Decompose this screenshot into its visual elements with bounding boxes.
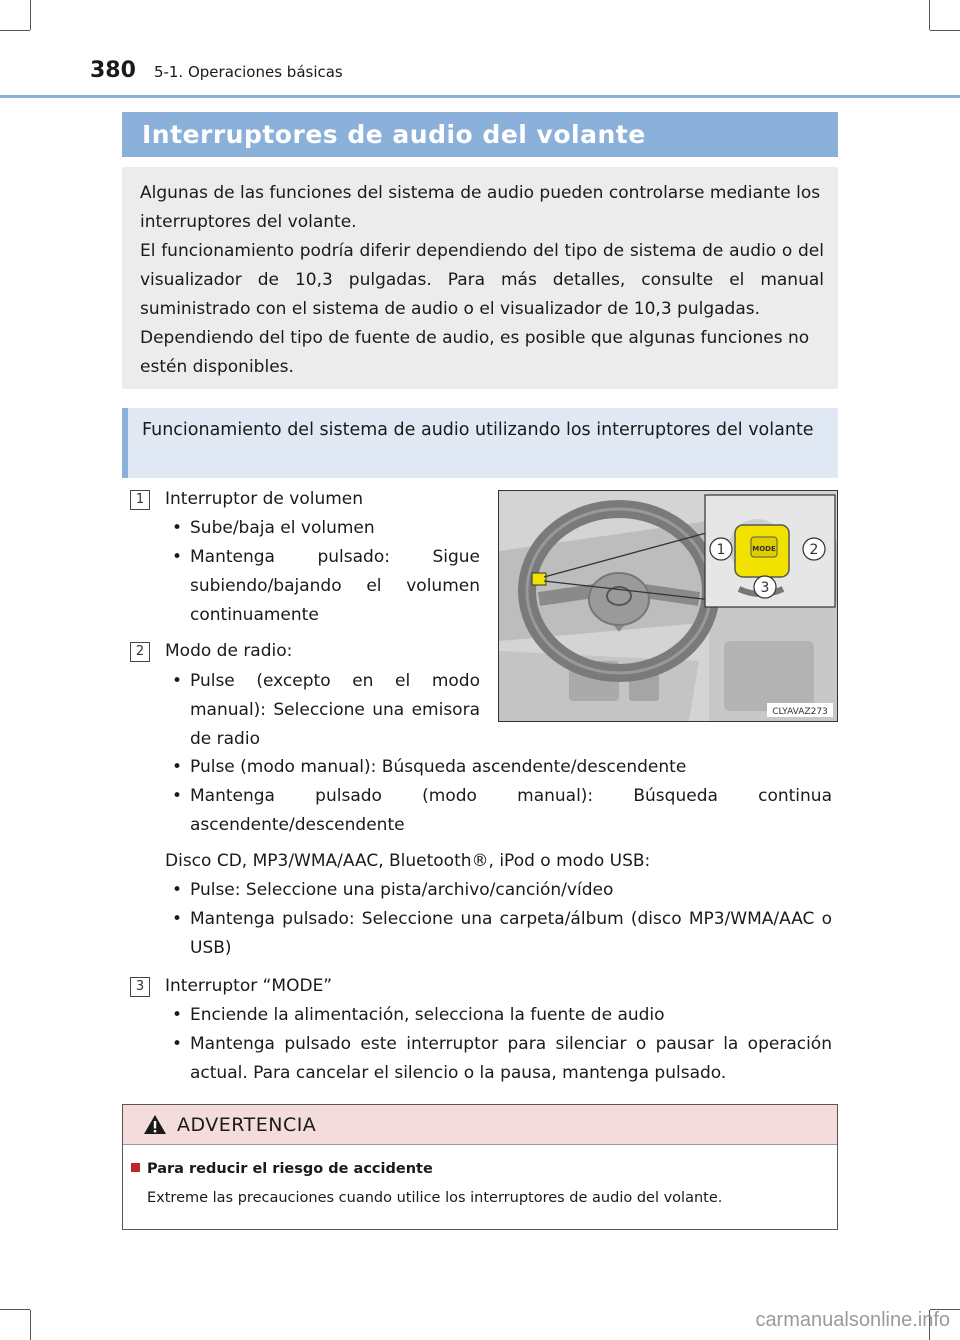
list-item: • Enciende la alimentación, selecciona la fuente de audio: [172, 1005, 665, 1025]
steering-wheel-figure: [498, 490, 838, 722]
callout-2: 2: [809, 542, 819, 558]
intro-box: [122, 167, 838, 389]
list-item: • Mantenga pulsado: Sigue subiendo/bajando el volumen continuamente: [172, 547, 480, 625]
warning-subtitle: Para reducir el riesgo de accidente: [131, 1161, 433, 1177]
mode-button-label: MODE: [752, 545, 776, 553]
warning-header: [123, 1105, 837, 1145]
subheading: Funcionamiento del sistema de audio utilizando los interruptores del volante: [122, 408, 838, 478]
crop-mark: [930, 30, 960, 31]
crop-mark: [30, 1310, 31, 1340]
page-header: [90, 58, 343, 90]
item-title: Interruptor de volumen: [165, 489, 364, 509]
watermark: carmanualsonline.info: [755, 1309, 950, 1331]
intro-paragraph: Algunas de las funciones del sistema de audio pueden controlarse mediante los interruptores del volante.: [140, 183, 821, 232]
header-rule: [0, 95, 960, 98]
figure-code: CLYAVAZ273: [772, 707, 828, 717]
page-title: Interruptores de audio del volante: [122, 112, 838, 157]
list-item: • Mantenga pulsado (modo manual): Búsqueda continua ascendente/descendente: [172, 786, 832, 835]
crop-mark: [0, 1309, 30, 1310]
list-item: • Sube/baja el volumen: [172, 518, 375, 538]
list-item: • Pulse (modo manual): Búsqueda ascendente/descendente: [172, 757, 687, 777]
intro-paragraph: El funcionamiento podría diferir dependiendo del tipo de sistema de audio o del visualizador de 10,3 pulgadas. Para más detalles, consulte el manual suministrado con el sistema de audio o el visualizador de 10,3 pulgadas.: [140, 241, 824, 319]
item-title: Interruptor “MODE”: [165, 976, 333, 996]
steering-wheel-illustration: [499, 491, 837, 721]
item-subtitle: Disco CD, MP3/WMA/AAC, Bluetooth®, iPod o modo USB:: [165, 851, 651, 871]
item-number: 1: [130, 490, 150, 510]
warning-title: ADVERTENCIA: [177, 1113, 317, 1136]
warning-text: Extreme las precauciones cuando utilice los interruptores de audio del volante.: [147, 1190, 723, 1206]
crop-mark: [30, 0, 31, 30]
intro-paragraph: Dependiendo del tipo de fuente de audio, es posible que algunas funciones no estén disponibles.: [140, 328, 810, 377]
warning-box: [122, 1104, 838, 1230]
crop-mark: [929, 0, 930, 30]
page-number: 380: [90, 58, 136, 83]
item-title: Modo de radio:: [165, 641, 293, 661]
list-item: • Mantenga pulsado: Seleccione una carpeta/álbum (disco MP3/WMA/AAC o USB): [172, 909, 832, 958]
section-label: 5-1. Operaciones básicas: [153, 63, 343, 81]
red-square-icon: [131, 1163, 140, 1172]
list-item: • Mantenga pulsado este interruptor para silenciar o pausar la operación actual. Para cancelar el silencio o la pausa, mantenga pulsado.: [172, 1034, 832, 1083]
warning-triangle-icon: [143, 1114, 167, 1135]
list-item: • Pulse: Seleccione una pista/archivo/canción/vídeo: [172, 880, 614, 900]
item-number: 3: [130, 977, 150, 997]
callout-3: 3: [760, 580, 770, 596]
callout-1: 1: [716, 542, 726, 558]
crop-mark: [0, 30, 30, 31]
list-item: • Pulse (excepto en el modo manual): Seleccione una emisora de radio: [172, 671, 480, 749]
item-number: 2: [130, 642, 150, 662]
